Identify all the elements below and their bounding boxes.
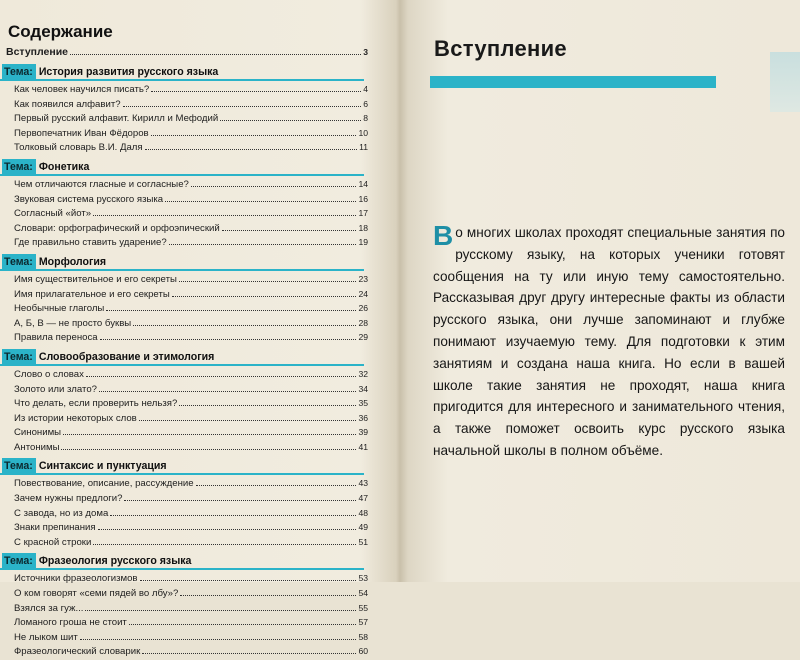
toc-entry-page: 4 <box>363 84 368 94</box>
toc-entry <box>0 221 372 236</box>
toc-theme-heading <box>0 349 372 366</box>
toc-entry <box>0 82 372 97</box>
dot-leader <box>180 586 356 596</box>
toc-entry <box>0 491 372 506</box>
theme-tag: Тема: <box>2 254 36 271</box>
toc-entry-label: Как появился алфавит? <box>14 98 121 110</box>
toc-entry <box>0 615 372 630</box>
toc-entry-label: Имя существительное и его секреты <box>14 273 177 285</box>
toc-entry <box>0 601 372 616</box>
toc-entry-page: 19 <box>358 237 368 248</box>
toc-entry-page: 6 <box>363 98 368 109</box>
toc-entry <box>0 520 372 535</box>
theme-tag: Тема: <box>2 64 36 81</box>
toc-entry-label: С красной строки <box>14 536 92 548</box>
toc-entry-page: 14 <box>358 178 368 189</box>
theme-title: История развития русского языка <box>38 66 219 78</box>
toc-entry-label: Повествование, описание, рассуждение <box>14 478 194 490</box>
theme-tag: Тема: <box>2 349 36 366</box>
dot-leader <box>169 235 357 245</box>
toc-entry-label: Ломаного гроша не стоит <box>14 617 127 629</box>
toc-entry-page: 34 <box>358 383 368 394</box>
toc-entry <box>0 476 372 491</box>
toc-entry-label: Из истории некоторых слов <box>14 412 137 424</box>
toc-entry-label: Фразеологический словарик <box>14 646 141 658</box>
toc-entry-label: Словари: орфографический и орфоэпический <box>14 222 220 234</box>
dot-leader <box>129 615 357 625</box>
toc-entry <box>0 301 372 316</box>
toc-entry <box>0 367 372 382</box>
toc-entry-page: 55 <box>358 602 368 613</box>
toc-entry-page: 36 <box>358 412 368 423</box>
dot-leader <box>86 367 357 377</box>
theme-tag: Тема: <box>2 553 36 570</box>
contents-page <box>0 0 380 658</box>
toc-entry-page: 11 <box>359 142 368 153</box>
toc-entry-page: 32 <box>358 368 368 379</box>
toc-entry <box>0 644 372 659</box>
theme-title: Морфология <box>38 255 107 268</box>
toc-entry <box>0 535 372 550</box>
toc-entry <box>0 440 372 455</box>
toc-entry-page: 53 <box>358 573 368 584</box>
toc-entry-label: Золото или злато? <box>14 383 97 395</box>
toc-entry <box>0 316 372 331</box>
dot-leader <box>140 571 357 581</box>
toc-entry-page: 26 <box>358 303 368 314</box>
dot-leader <box>179 396 356 406</box>
toc-entry-label: Толковый словарь В.И. Даля <box>14 142 143 154</box>
dot-leader <box>142 644 356 654</box>
toc-entry-label: Взялся за гуж... <box>14 602 84 614</box>
toc-entry <box>0 126 372 141</box>
dot-leader <box>133 316 356 326</box>
toc-entry-label: Знаки препинания <box>14 522 96 534</box>
toc-entry-page: 10 <box>358 127 368 138</box>
dot-leader <box>80 630 357 640</box>
toc-entry <box>0 396 372 411</box>
dot-leader <box>165 192 356 202</box>
dot-leader <box>172 287 357 297</box>
toc-entry-page: 43 <box>358 478 368 489</box>
theme-tag: Тема: <box>2 159 36 176</box>
toc-entry <box>0 382 372 397</box>
toc-intro-row <box>0 44 372 60</box>
intro-page <box>400 0 800 582</box>
dot-leader <box>196 476 357 486</box>
dot-leader <box>85 601 356 611</box>
toc-theme-heading <box>0 159 372 176</box>
toc-entry-page: 28 <box>358 317 368 328</box>
dot-leader <box>179 272 357 282</box>
toc-entry-label: Зачем нужны предлоги? <box>14 493 123 505</box>
toc-intro-label: Вступление <box>6 46 69 58</box>
toc-entry-page: 23 <box>358 273 368 284</box>
dot-leader <box>222 221 357 231</box>
toc-entry-page: 49 <box>358 522 368 533</box>
toc-entry-page: 24 <box>358 288 368 299</box>
dot-leader <box>99 382 356 392</box>
intro-text: о многих школах проходят специальные занятия по русскому языку, на которых ученики готовят сообщения на ту или иную тему самостоятельно. Рассказывая друг другу интересные факты из области русского языка, они лучше запоминают и глубже понимают изучаемую тему. Для подготовки к этим занятиям и создана наша книга. Но если в вашей школе такие занятия не проходят, наша книга пригодится для интересного и занимательного чтения, а также поможет освоить курс русского языка начальной школы в полном объёме. <box>433 225 785 458</box>
toc-entry-page: 17 <box>358 208 368 219</box>
intro-heading: Вступление <box>434 36 567 61</box>
toc-entry-label: Правила переноса <box>14 332 98 344</box>
toc-entry-page: 47 <box>358 493 368 504</box>
dot-leader <box>139 411 357 421</box>
drop-cap: В <box>433 220 454 251</box>
toc-theme-heading <box>0 254 372 271</box>
toc-theme-heading <box>0 64 372 81</box>
theme-title: Фонетика <box>38 160 90 173</box>
toc-entry-label: Синонимы <box>14 427 62 439</box>
dot-leader <box>123 97 362 107</box>
dot-leader <box>100 330 357 340</box>
dot-leader <box>70 45 361 55</box>
toc-theme-heading <box>0 553 372 570</box>
toc-entry <box>0 586 372 601</box>
toc-entry <box>0 192 372 207</box>
dot-leader <box>106 301 356 311</box>
contents-title: Содержание <box>8 22 113 41</box>
toc-entry-page: 41 <box>358 441 368 452</box>
dot-leader <box>124 491 356 501</box>
toc-entry-page: 29 <box>358 332 368 343</box>
toc-entry-label: Имя прилагательное и его секреты <box>14 288 170 300</box>
toc-entry-label: С завода, но из дома <box>14 507 109 519</box>
toc-entry-label: Первопечатник Иван Фёдоров <box>14 127 149 139</box>
theme-title: Словообразование и этимология <box>38 350 215 363</box>
theme-title: Фразеология русского языка <box>38 555 192 568</box>
toc-entry <box>0 140 372 155</box>
toc-entry-label: Первый русский алфавит. Кирилл и Мефодий <box>14 113 219 125</box>
dot-leader <box>220 111 361 121</box>
toc-entry-label: Согласный «йот» <box>14 208 92 220</box>
toc-entry <box>0 330 372 345</box>
toc-entry-label: Где правильно ставить ударение? <box>14 237 167 249</box>
toc-entry-page: 16 <box>358 193 368 204</box>
toc-entry-page: 54 <box>358 588 368 599</box>
dot-leader <box>93 535 356 545</box>
dot-leader <box>93 206 356 216</box>
toc-entry-label: Слово о словах <box>14 368 84 380</box>
toc-entry-label: Звуковая система русского языка <box>14 193 164 205</box>
toc-entry-label: Как человек научился писать? <box>14 84 150 95</box>
toc-entry-page: 39 <box>358 427 368 438</box>
toc-entry-page: 8 <box>363 113 368 124</box>
toc-entry <box>0 177 372 192</box>
toc-entry <box>0 630 372 645</box>
bleed-through-shade <box>770 52 800 112</box>
toc-entry-page: 57 <box>358 617 368 628</box>
toc-entry-page: 18 <box>358 222 368 233</box>
toc-entry-page: 35 <box>358 398 368 409</box>
theme-tag: Тема: <box>2 458 36 475</box>
dot-leader <box>63 425 356 435</box>
dot-leader <box>151 82 361 92</box>
theme-title: Синтаксис и пунктуация <box>38 460 167 473</box>
toc-entry-page: 51 <box>358 536 368 547</box>
toc-entry-page: 48 <box>358 507 368 518</box>
toc-entry-label: О ком говорят «семи пядей во лбу»? <box>14 588 179 600</box>
toc-entry <box>0 571 372 586</box>
toc-entry-label: Не лыком шит <box>14 631 78 643</box>
toc-entry-label: Антонимы <box>14 441 60 453</box>
toc-entry-label: Источники фразеологизмов <box>14 573 138 585</box>
dot-leader <box>110 506 356 516</box>
toc-entry <box>0 287 372 302</box>
toc-entry <box>0 506 372 521</box>
toc-entry <box>0 425 372 440</box>
contents-list <box>0 44 372 659</box>
toc-intro-page: 3 <box>363 47 368 57</box>
heading-accent-bar <box>430 76 716 88</box>
toc-entry <box>0 206 372 221</box>
dot-leader <box>191 177 357 187</box>
toc-entry-label: Необычные глаголы <box>14 303 105 315</box>
dot-leader <box>61 440 356 450</box>
intro-paragraph <box>433 222 785 462</box>
toc-entry <box>0 272 372 287</box>
toc-entry-page: 60 <box>358 646 368 657</box>
toc-entry-label: Что делать, если проверить нельзя? <box>14 398 178 410</box>
toc-theme-heading <box>0 458 372 475</box>
toc-entry <box>0 235 372 250</box>
dot-leader <box>151 126 357 136</box>
dot-leader <box>145 140 358 150</box>
toc-entry-page: 58 <box>358 631 368 642</box>
toc-entry <box>0 97 372 112</box>
toc-entry-label: Чем отличаются гласные и согласные? <box>14 178 189 190</box>
toc-entry-label: А, Б, В — не просто буквы <box>14 317 132 329</box>
dot-leader <box>98 520 357 530</box>
toc-entry <box>0 111 372 126</box>
toc-entry <box>0 411 372 426</box>
